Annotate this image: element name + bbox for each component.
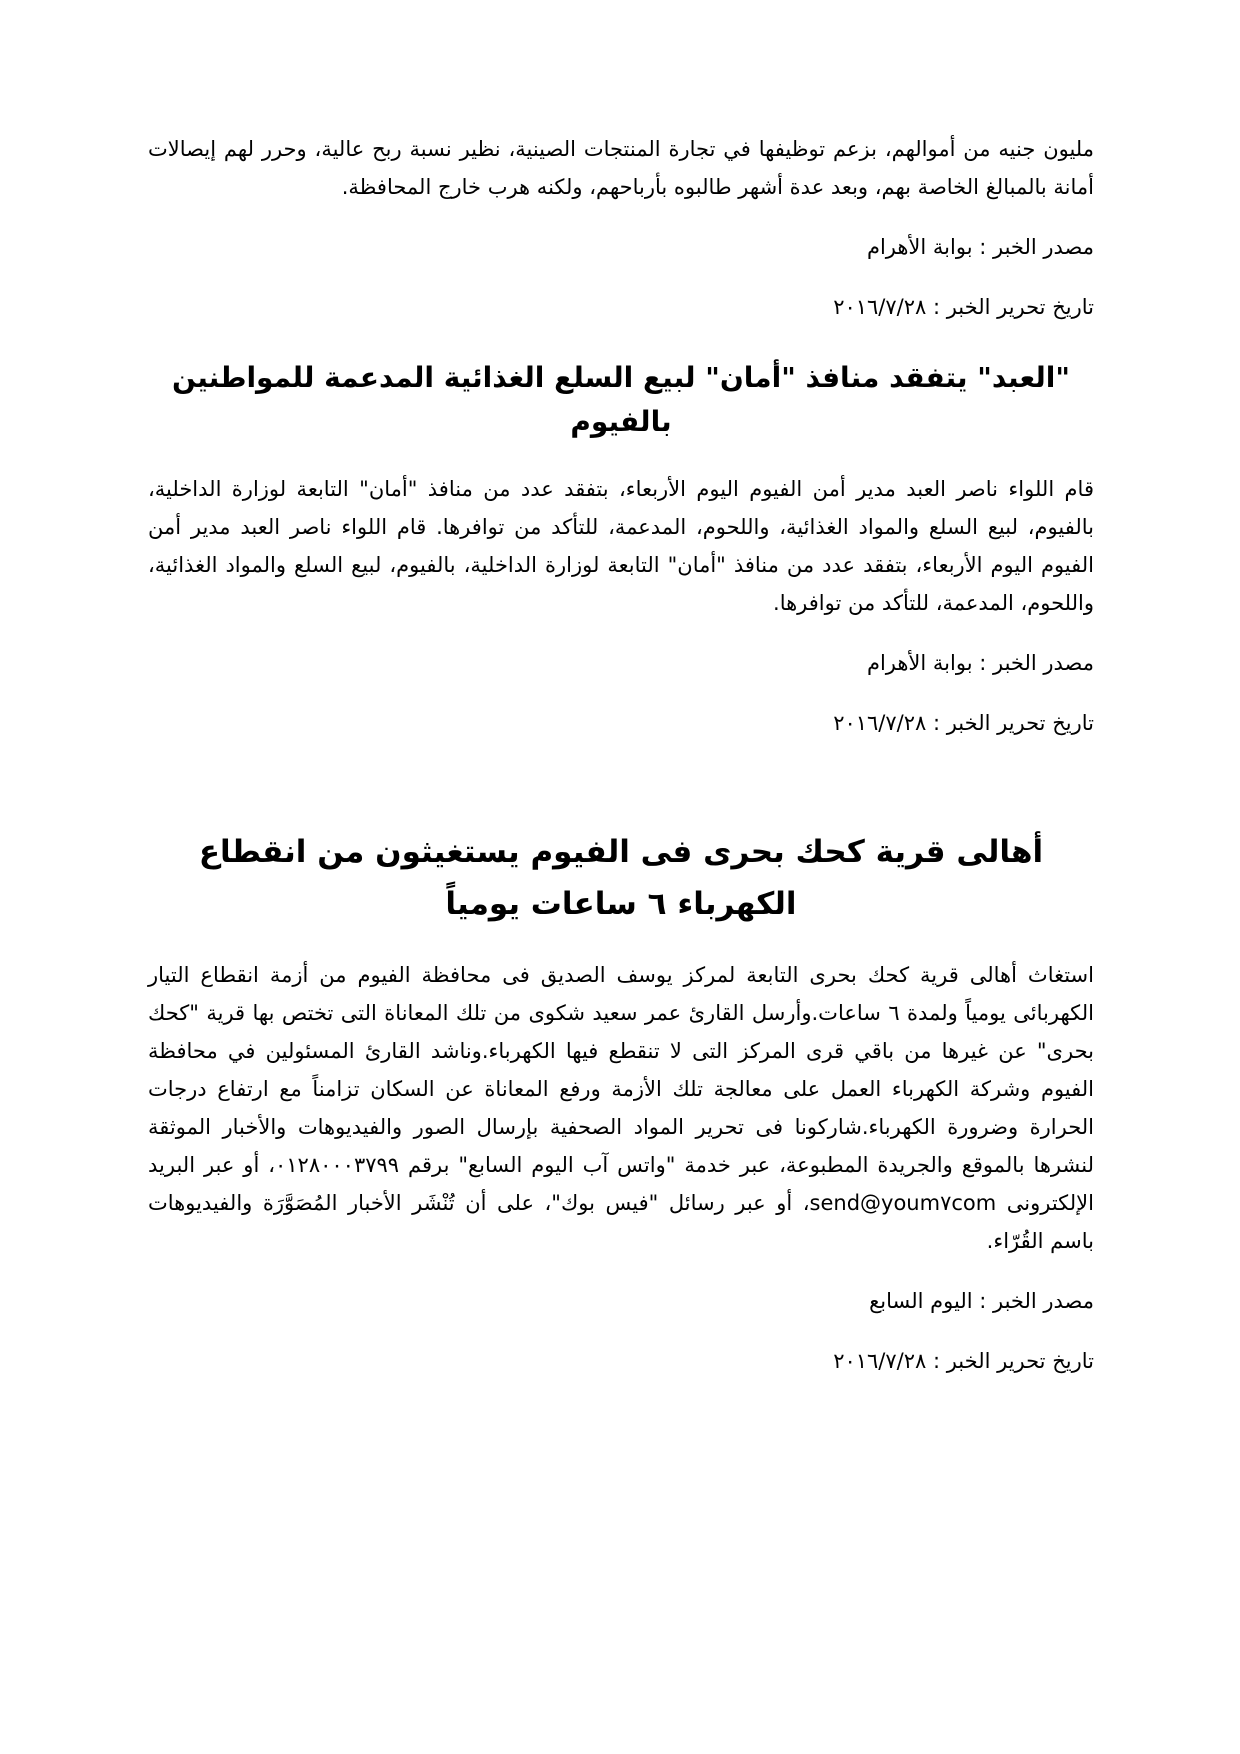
article-3-date: تاريخ تحرير الخبر : ٢٠١٦/٧/٢٨ <box>833 1349 1094 1373</box>
article-3-title: أهالى قرية كحك بحرى فى الفيوم يستغيثون من انقطاع الكهرباء ٦ ساعات يومياً <box>198 834 1044 922</box>
document-page <box>148 130 1094 1380</box>
article-3-source: مصدر الخبر : اليوم السابع <box>869 1289 1094 1313</box>
article-3-body-part-1: استغاث أهالى قرية كحك بحرى التابعة لمركز يوسف الصديق فى محافظة الفيوم من أزمة انقطاع التيار الكهربائى يومياً ولمدة ٦ ساعات.وأرسل القارئ عمر سعيد شكوى من تلك المعاناة التى تختص بها قرية "كحك بحرى" عن غيرها من باقي قرى المركز التى لا تنقطع فيها الكهرباء.وناشد القارئ المسئولين في محافظة الفيوم وشركة الكهرباء العمل على معالجة تلك الأزمة ورفع المعاناة عن السكان تزامناً مع ارتفاع درجات الحرارة وضرورة الكهرباء.شاركونا فى تحرير المواد الصحفية بإرسال الصور والفيديوهات والأخبار الموثقة لنشرها بالموقع والجريدة المطبوعة، عبر خدمة "واتس آب اليوم السابع" برقم ٠١٢٨٠٠٠٣٧٩٩، أو عبر البريد الإلكترونى <box>148 963 1094 1215</box>
article-2-body: قام اللواء ناصر العبد مدير أمن الفيوم اليوم الأربعاء، بتفقد عدد من منافذ "أمان" التابعة لوزارة الداخلية، بالفيوم، لبيع السلع والمواد الغذائية، واللحوم، المدعمة، للتأكد من توافرها. قام اللواء ناصر العبد مدير أمن الفيوم اليوم الأربعاء، بتفقد عدد من منافذ "أمان" التابعة لوزارة الداخلية، بالفيوم، لبيع السلع والمواد الغذائية، واللحوم، المدعمة، للتأكد من توافرها. <box>148 477 1094 615</box>
article-1-body: مليون جنيه من أموالهم، بزعم توظيفها في تجارة المنتجات الصينية، نظير نسبة ربح عالية، وحرر لهم إيصالات أمانة بالمبالغ الخاصة بهم، وبعد عدة أشهر طالبوه بأرباحهم، ولكنه هرب خارج المحافظة. <box>148 137 1094 199</box>
article-3-email: send@youm٧com <box>809 1191 997 1215</box>
article-2-date: تاريخ تحرير الخبر : ٢٠١٦/٧/٢٨ <box>833 711 1094 735</box>
article-3 <box>148 826 1094 1380</box>
article-3-body <box>148 956 1094 1260</box>
article-3-body-part-2: ، أو عبر رسائل "فيس بوك"، على أن تُنْشَر الأخبار المُصَوَّرَة والفيديوهات باسم القُرّاء. <box>148 1191 1094 1253</box>
article-1-source: مصدر الخبر : بوابة الأهرام <box>866 235 1094 259</box>
article-1-date: تاريخ تحرير الخبر : ٢٠١٦/٧/٢٨ <box>833 295 1094 319</box>
article-2-title: "العبد" يتفقد منافذ "أمان" لبيع السلع الغذائية المدعمة للمواطنين بالفيوم <box>172 361 1070 438</box>
article-2-source: مصدر الخبر : بوابة الأهرام <box>866 651 1094 675</box>
article-1-continuation <box>148 130 1094 326</box>
article-2 <box>148 356 1094 742</box>
